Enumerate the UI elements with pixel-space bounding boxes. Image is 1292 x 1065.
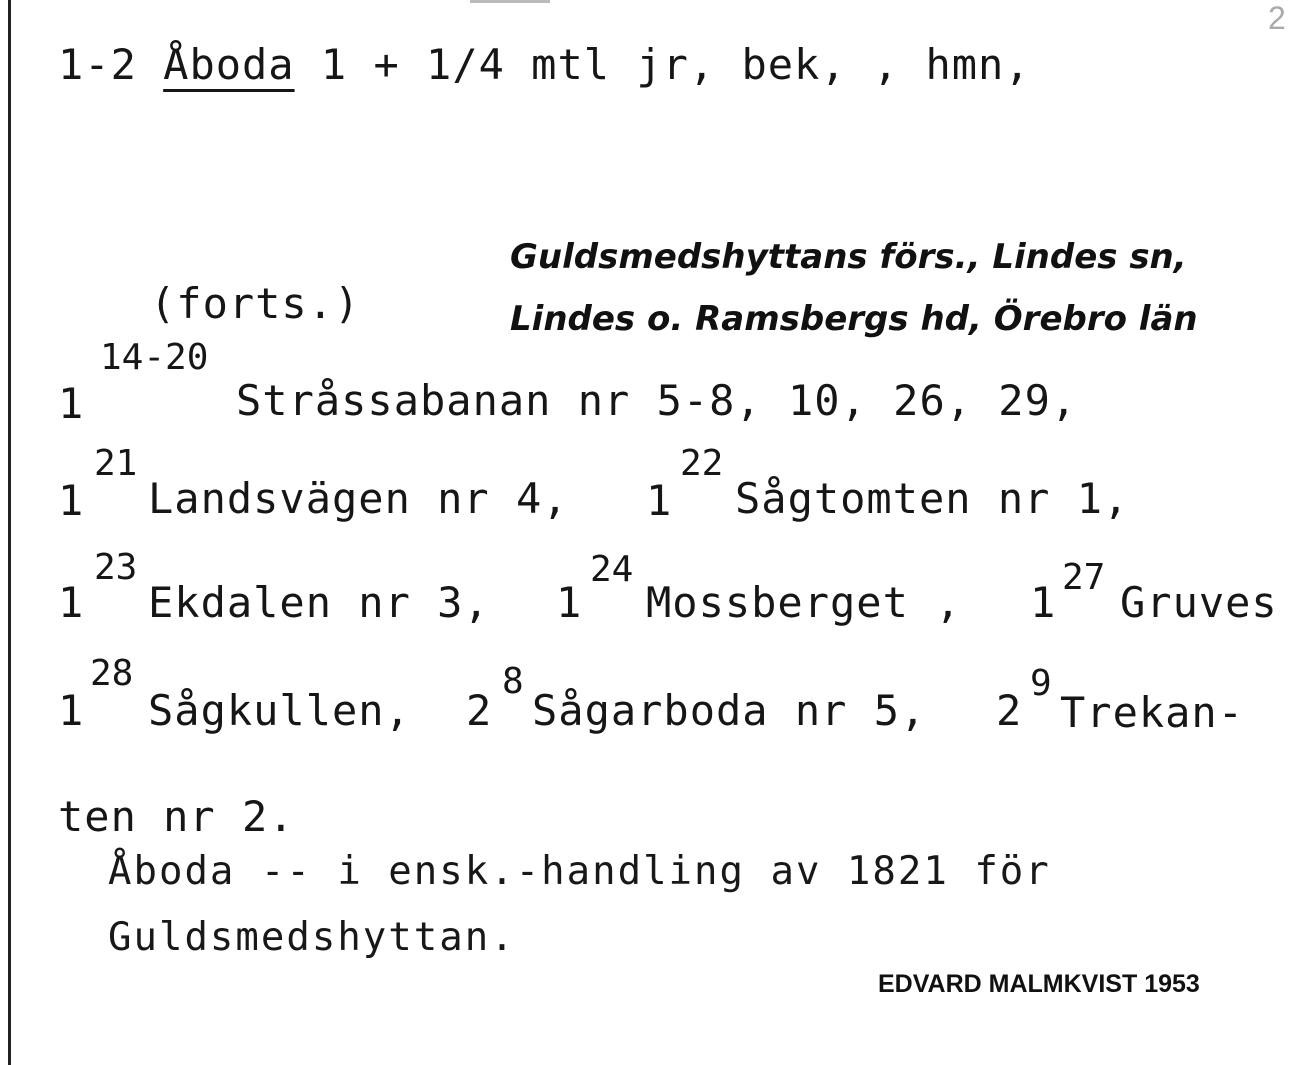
parcel-base: 1: [646, 476, 673, 525]
parcel-base: 1: [556, 578, 583, 627]
author-signature: EDVARD MALMKVIST 1953: [878, 970, 1200, 998]
parcel-base: 2: [996, 686, 1023, 735]
parcel-sup: 8: [502, 661, 524, 702]
header-number: 1-2: [58, 40, 137, 89]
parcel-text: Sågkullen,: [148, 686, 411, 735]
page-number-mark: 2: [1268, 0, 1286, 36]
parcel-base: 1: [58, 686, 85, 735]
parcel-sup: 22: [680, 443, 724, 484]
parish-stamp-line-1: Guldsmedshyttans förs., Lindes sn,: [510, 237, 1187, 277]
note-line-1: Åboda -- i ensk.-handling av 1821 för: [108, 849, 1051, 894]
parcel-text: Sågtomten nr 1,: [735, 474, 1130, 523]
parcel-sup: 27: [1062, 557, 1106, 598]
parcel-base: 1: [58, 476, 85, 525]
parcel-text: Trekan-: [1060, 688, 1245, 737]
entry-continuation: ten nr 2.: [58, 792, 295, 841]
parcel-base: 1: [1030, 578, 1057, 627]
parcel-sup: 23: [94, 547, 138, 588]
card-left-edge: [8, 0, 11, 1065]
card-top-mark: [470, 0, 550, 3]
parcel-sup: 21: [94, 443, 138, 484]
parcel-text: Gruves: [1120, 578, 1278, 627]
note-line-2: Guldsmedshyttan.: [108, 915, 516, 960]
parcel-text: Mossberget ,: [646, 578, 962, 627]
parcel-text: Sågarboda nr 5,: [532, 686, 927, 735]
parcel-text: Landsvägen nr 4,: [148, 474, 569, 523]
parcel-text: Ekdalen nr 3,: [148, 578, 490, 627]
header-place: Åboda: [163, 40, 295, 89]
parcel-sup: 9: [1030, 663, 1052, 704]
parish-stamp-line-2: Lindes o. Ramsbergs hd, Örebro län: [510, 299, 1198, 339]
parcel-sup: 28: [90, 653, 134, 694]
parcel-base: 1: [58, 379, 85, 428]
header-line: [58, 40, 1031, 89]
parcel-sup: 14-20: [100, 337, 209, 378]
parcel-text: Stråssabanan nr 5-8, 10, 26, 29,: [236, 376, 1078, 425]
parcel-base: 1: [58, 578, 85, 627]
parcel-base: 2: [466, 686, 493, 735]
parcel-sup: 24: [590, 549, 634, 590]
continued-marker: (forts.): [150, 279, 361, 328]
header-rest: 1 + 1/4 mtl jr, bek, , hmn,: [320, 40, 1031, 89]
